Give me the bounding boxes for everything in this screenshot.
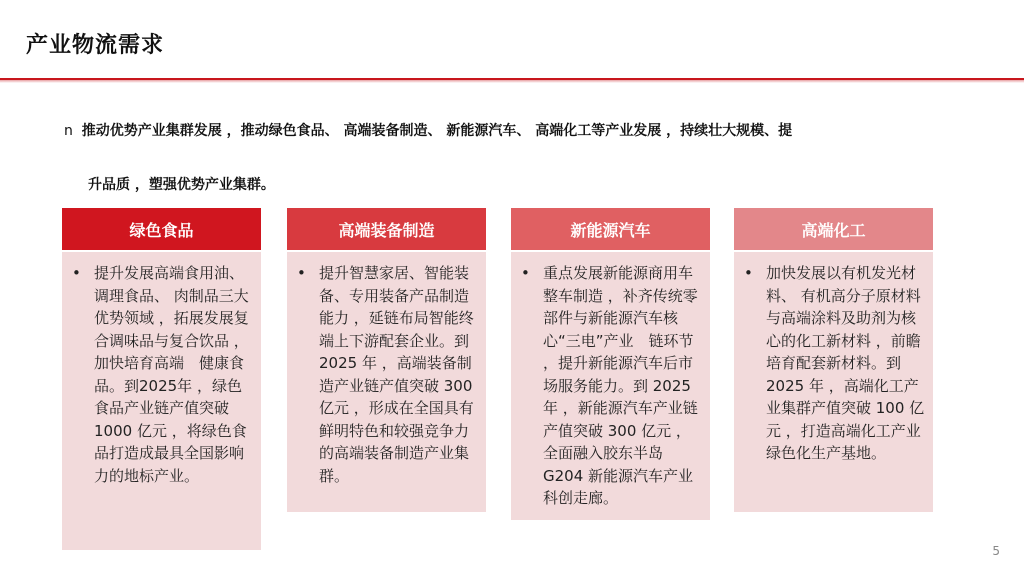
intro-paragraph <box>64 123 944 140</box>
intro-line-2: 升品质 ，塑强优势产业集群。 <box>88 177 275 193</box>
industry-card-high-end-equipment <box>287 208 486 512</box>
bullet-icon: • <box>297 264 306 282</box>
card-text: 重点发展新能源商用车整车制造 ，补齐传统零部件与新能源汽车核心“三电”产业 链环节 ，提升新能源汽车后市场服务能力。到 2025 年 ，新能源汽车产业链产值突破 300 亿元 ，全面融入胶东半岛 G204 新能源汽车产业科创走廊。 <box>543 264 699 507</box>
industry-card-new-energy-vehicles <box>511 208 710 520</box>
title-divider-shadow <box>0 80 1024 83</box>
card-text: 加快发展以有机发光材料、 有机高分子原材料与高端涂料及助剂为核心的化工新材料 ，前瞻培育配套新材料。到 2025 年 ，高端化工产业集群产值突破 100 亿元 ，打造高端化工产业绿色化生产基地。 <box>766 264 925 462</box>
industry-card-green-food <box>62 208 261 550</box>
bullet-icon: • <box>72 264 81 282</box>
page-number: 5 <box>992 544 1000 558</box>
card-text: 提升发展高端食用油、调理食品、 肉制品三大优势领域 ，拓展发展复合调味品与复合饮品 ，加快培育高端 健康食品。到2025年 ，绿色食品产业链产值突破 1000 亿元 ，将绿色食品打造成最具全国影响力的地标产业。 <box>94 264 249 485</box>
bullet-icon: • <box>521 264 530 282</box>
card-body <box>287 252 486 512</box>
intro-line-1: 推动优势产业集群发展 ，推动绿色食品、 高端装备制造、 新能源汽车、 高端化工等产业发展 ，持续壮大规模、提 <box>81 123 793 139</box>
industry-card-high-end-chemicals <box>734 208 933 512</box>
card-header: 高端装备制造 <box>287 208 486 250</box>
card-header: 高端化工 <box>734 208 933 250</box>
card-body <box>511 252 710 520</box>
card-body <box>62 252 261 550</box>
card-header: 绿色食品 <box>62 208 261 250</box>
card-body <box>734 252 933 512</box>
intro-bullet-marker: n <box>64 123 73 139</box>
slide-title: 产业物流需求 <box>26 33 165 58</box>
bullet-icon: • <box>744 264 753 282</box>
card-header: 新能源汽车 <box>511 208 710 250</box>
card-text: 提升智慧家居、智能装备、专用装备产品制造能力 ，延链布局智能终端上下游配套企业。到 2025 年 ，高端装备制造产业链产值突破 300 亿元 ，形成在全国具有鲜明特色和较强竞争力的高端装备制造产业集群。 <box>319 264 478 485</box>
